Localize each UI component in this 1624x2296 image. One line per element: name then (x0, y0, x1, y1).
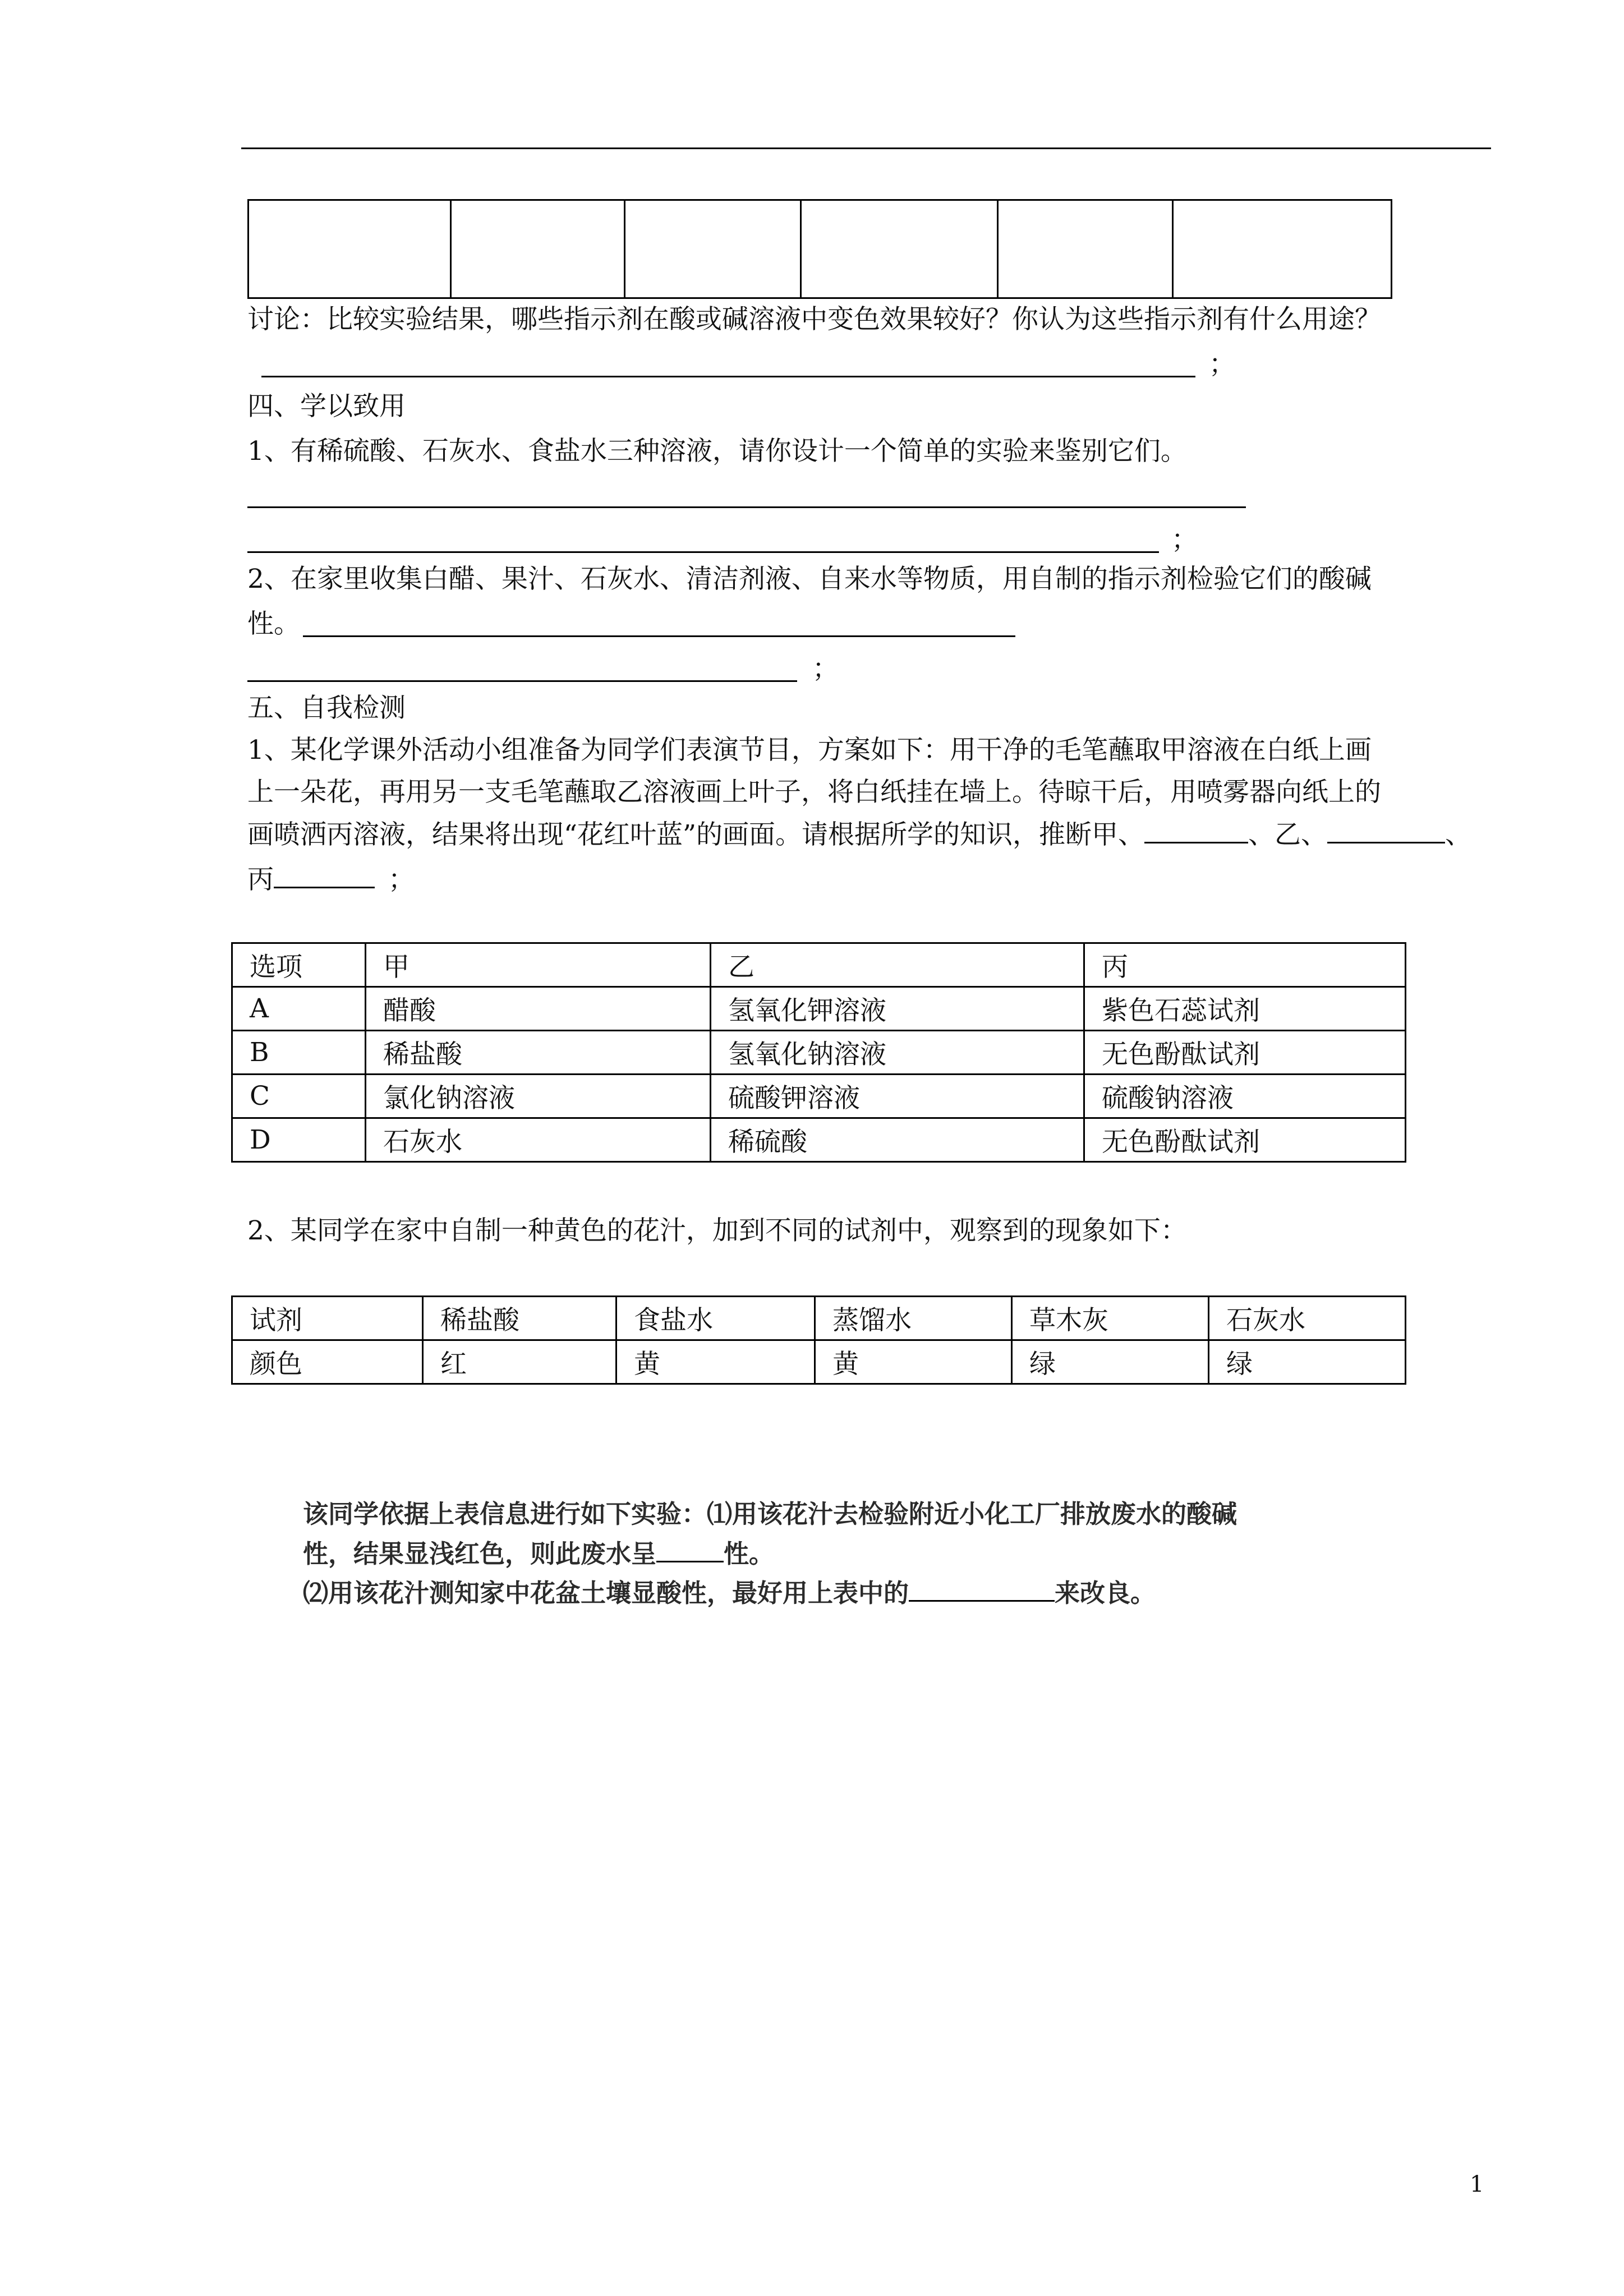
table-cell: D (232, 1118, 366, 1162)
table-cell: 石灰水 (1209, 1297, 1406, 1340)
q1-line4-end: ； (388, 864, 415, 895)
page-number: 1 (1470, 2171, 1484, 2197)
table-row (232, 987, 1406, 1031)
blank-soil-remedy[interactable] (909, 1573, 1055, 1602)
table-cell: 草木灰 (1012, 1297, 1209, 1340)
table-header-cell: 甲 (366, 943, 711, 987)
q2-end: ； (812, 653, 839, 684)
table-row (232, 1118, 1406, 1162)
table-cell: 绿 (1209, 1340, 1406, 1384)
section5-q1-line4 (247, 860, 415, 900)
table-cell: 氢氧化钠溶液 (711, 1031, 1084, 1075)
header-rule (241, 147, 1491, 149)
table-header-cell: 丙 (1084, 943, 1406, 987)
q2-part1-line1: 该同学依据上表信息进行如下实验：⑴用该花汁去检验附近小化工厂排放废水的酸碱 (303, 1499, 1237, 1529)
table-cell: 硫酸钾溶液 (711, 1075, 1084, 1118)
table-row (232, 943, 1406, 987)
table-header-cell: 乙 (711, 943, 1084, 987)
table-cell: B (232, 1031, 366, 1075)
table-cell: 颜色 (232, 1340, 423, 1384)
table-cell: 醋酸 (366, 987, 711, 1031)
table-cell: 紫色石蕊试剂 (1084, 987, 1406, 1031)
table-header-cell: 选项 (232, 943, 366, 987)
section5-q1-line2: 上一朵花，再用另一支毛笔蘸取乙溶液画上叶子，将白纸挂在墙上。待晾干后，用喷雾器向纸上的 (247, 777, 1381, 808)
table-cell: 石灰水 (366, 1118, 711, 1162)
blank-wastewater-nature[interactable] (656, 1534, 724, 1562)
table-row (232, 1031, 1406, 1075)
blank-results-table (247, 199, 1392, 299)
table-row (232, 1297, 1406, 1340)
section5-q1-line3 (247, 815, 1471, 855)
table-cell: 黄 (617, 1340, 815, 1384)
table-cell: 稀盐酸 (366, 1031, 711, 1075)
q1-answer-line-2[interactable] (247, 551, 1159, 553)
section4-heading: 四、学以致用 (247, 391, 406, 422)
q2-answer-line-1[interactable] (303, 635, 1015, 637)
table-cell: 食盐水 (617, 1297, 815, 1340)
table-cell: A (232, 987, 366, 1031)
section4-q1: 1、有稀硫酸、石灰水、食盐水三种溶液，请你设计一个简单的实验来鉴别它们。 (247, 436, 1187, 467)
table-row (232, 1340, 1406, 1384)
discussion-end: ； (1209, 349, 1235, 380)
q2-part2-post: 来改良。 (1055, 1578, 1156, 1608)
bing-label: 丙 (247, 864, 274, 895)
table-cell: 硫酸钠溶液 (1084, 1075, 1406, 1118)
section4-q2-line2: 性。 (247, 608, 300, 639)
table-cell: 氯化钠溶液 (366, 1075, 711, 1118)
q1-answer-line-1[interactable] (247, 506, 1246, 508)
table-cell: 无色酚酞试剂 (1084, 1031, 1406, 1075)
table-cell: 绿 (1012, 1340, 1209, 1384)
q2-part2-pre: ⑵用该花汁测知家中花盆土壤显酸性，最好用上表中的 (303, 1578, 909, 1608)
q2-part1-line2 (303, 1534, 774, 1574)
q1-sep-bing: 、 (1445, 819, 1472, 850)
q2-part1-post: 性。 (724, 1539, 775, 1569)
table-cell: 黄 (815, 1340, 1012, 1384)
table-cell: 试剂 (232, 1297, 423, 1340)
table-cell: C (232, 1075, 366, 1118)
options-table (231, 942, 1406, 1163)
flower-juice-table (231, 1295, 1406, 1385)
q2-part2-line (303, 1573, 1156, 1613)
discussion-question: 讨论：比较实验结果，哪些指示剂在酸或碱溶液中变色效果较好？你认为这些指示剂有什么用途？ (247, 304, 1381, 335)
table-cell: 蒸馏水 (815, 1297, 1012, 1340)
q1-sep-yi: 、乙、 (1248, 819, 1328, 850)
q2-part1-pre: 性，结果显浅红色，则此废水呈 (303, 1539, 657, 1569)
table-cell: 稀盐酸 (423, 1297, 617, 1340)
blank-jia[interactable] (1144, 815, 1248, 843)
blank-yi[interactable] (1327, 815, 1445, 843)
section5-q2: 2、某同学在家中自制一种黄色的花汁，加到不同的试剂中，观察到的现象如下： (247, 1215, 1187, 1246)
q2-answer-line-2[interactable] (247, 680, 797, 682)
table-cell: 氢氧化钾溶液 (711, 987, 1084, 1031)
table-row (232, 1075, 1406, 1118)
q1-end: ； (1171, 524, 1198, 555)
table-cell: 无色酚酞试剂 (1084, 1118, 1406, 1162)
discussion-answer-line[interactable] (261, 376, 1195, 377)
blank-bing[interactable] (274, 860, 375, 888)
section5-q1-line1: 1、某化学课外活动小组准备为同学们表演节目，方案如下：用干净的毛笔蘸取甲溶液在白纸上画 (247, 735, 1372, 766)
table-cell: 稀硫酸 (711, 1118, 1084, 1162)
q1-line3-text: 画喷洒丙溶液，结果将出现“花红叶蓝”的画面。请根据所学的知识，推断甲、 (247, 819, 1145, 850)
table-cell: 红 (423, 1340, 617, 1384)
section4-q2-line1: 2、在家里收集白醋、果汁、石灰水、清洁剂液、自来水等物质，用自制的指示剂检验它们的酸碱 (247, 564, 1372, 594)
section5-heading: 五、自我检测 (247, 693, 406, 723)
